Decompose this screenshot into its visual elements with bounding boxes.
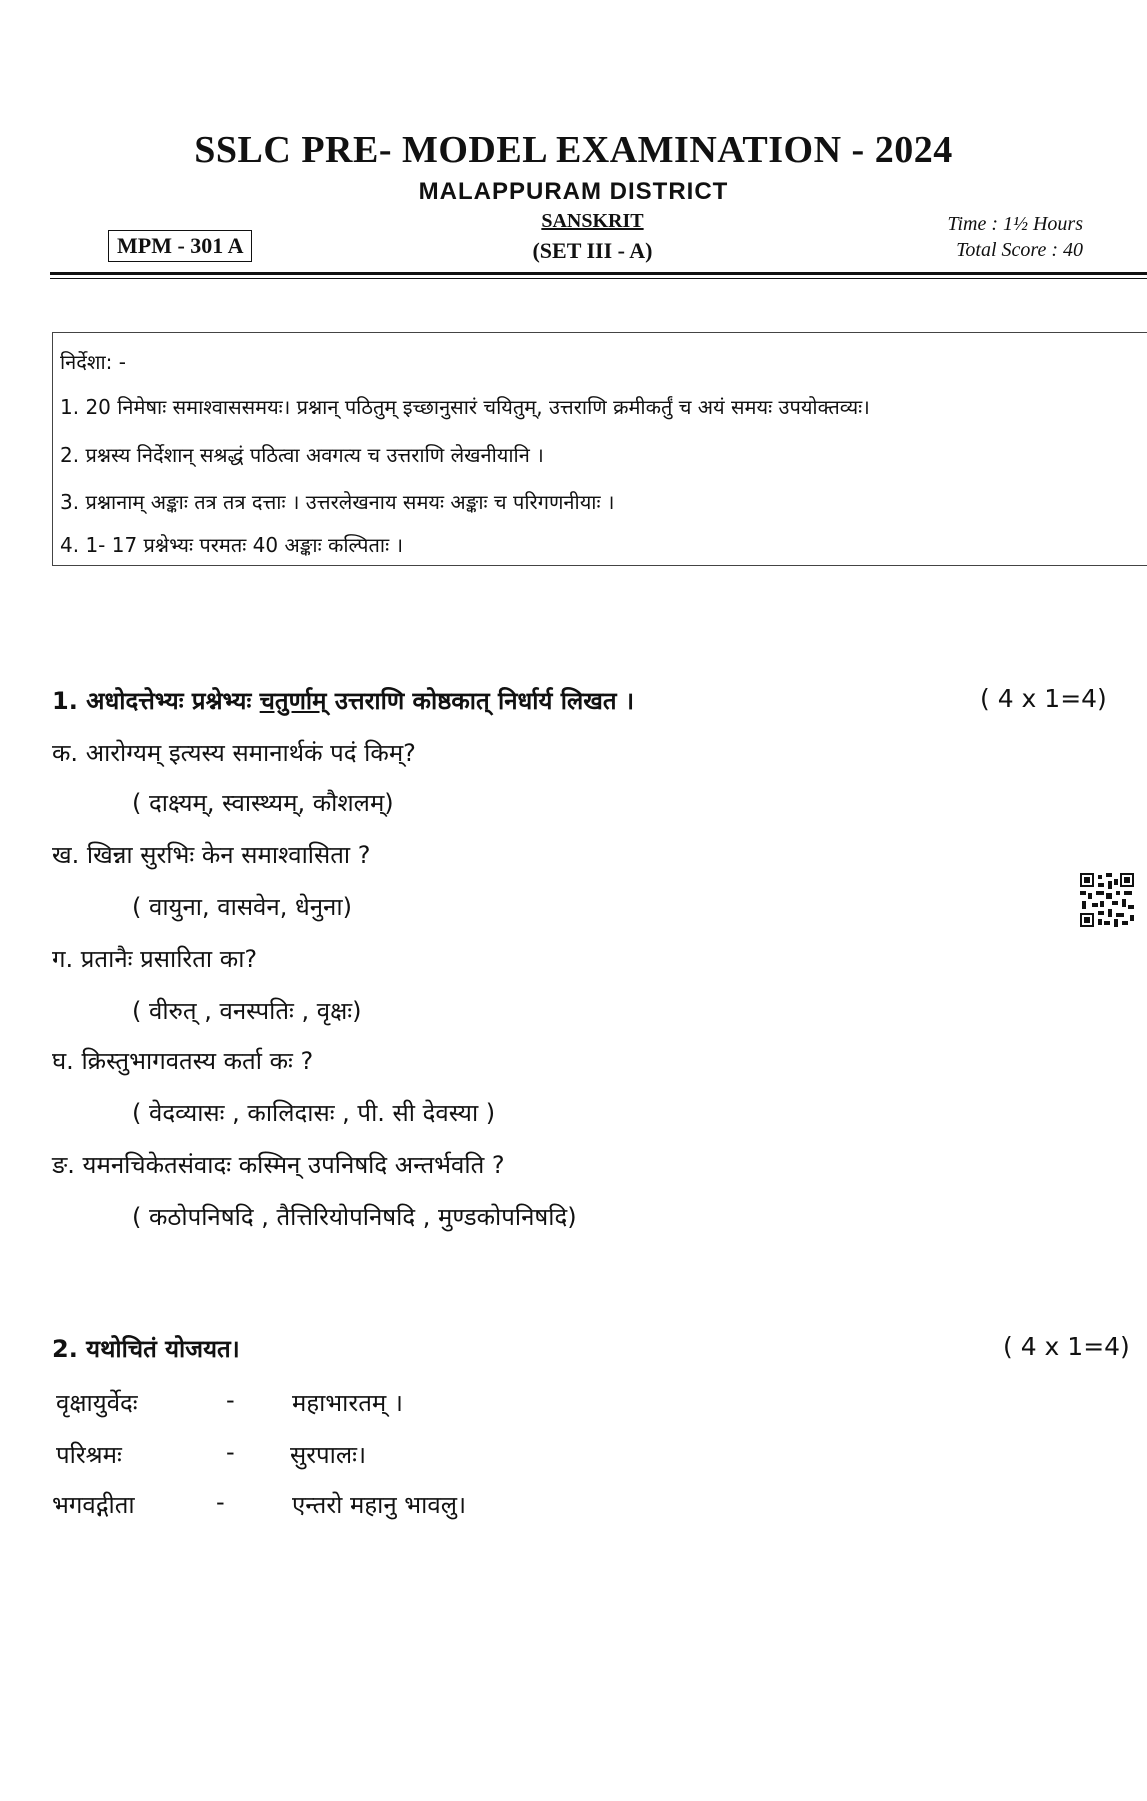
instruction-item: 3. प्रश्नानाम् अङ्काः तत्र तत्र दत्ताः । उत्तरलेखनाय समयः अङ्काः च परिगणनीयाः ।	[60, 490, 615, 514]
match-left: भगवद्गीता	[52, 1491, 135, 1519]
exam-title: SSLC PRE- MODEL EXAMINATION - 2024	[194, 129, 953, 171]
question-1-item: ग. प्रतानैः प्रसारिता का?	[52, 945, 258, 973]
district-name: MALAPPURAM DISTRICT	[418, 178, 729, 205]
question-1-underlined: चतुर्णाम्	[259, 687, 327, 715]
total-score: Total Score : 40	[956, 239, 1083, 261]
question-1-options: ( दाक्ष्यम्, स्वास्थ्यम्, कौशलम्)	[132, 789, 394, 817]
question-2-title: 2. यथोचितं योजयत।	[52, 1335, 240, 1363]
instructions-heading: निर्देशा: -	[60, 350, 126, 374]
match-dash: -	[226, 1386, 235, 1414]
match-dash: -	[216, 1488, 225, 1516]
match-dash: -	[226, 1438, 235, 1466]
instruction-item: 4. 1- 17 प्रश्नेभ्यः परमतः 40 अङ्काः कल्पिताः ।	[60, 533, 404, 557]
match-right: सुरपालः।	[290, 1441, 367, 1469]
match-right: एन्तरो महानु भावलु।	[292, 1491, 467, 1519]
question-1-options: ( वीरुत् , वनस्पतिः , वृक्षः)	[132, 997, 362, 1025]
question-1-item: घ. क्रिस्तुभागवतस्य कर्ता कः ?	[52, 1047, 314, 1075]
instruction-item: 1. 20 निमेषाः समाश्वाससमयः। प्रश्नान् पठितुम् इच्छानुसारं चयितुम्, उत्तराणि क्रमीकर्तुं च अयं समयः उपयोक्तव्यः।	[60, 395, 870, 419]
subject-name: SANSKRIT	[541, 210, 644, 232]
question-1-item: ङ. यमनचिकेतसंवादः कस्मिन् उपनिषदि अन्तर्भवति ?	[52, 1151, 505, 1179]
question-1-prefix: 1. अधोदत्तेभ्यः प्रश्नेभ्यः	[52, 687, 260, 715]
question-1-item: ख. खिन्ना सुरभिः केन समाश्वासिता ?	[52, 841, 371, 869]
question-1-options: ( वेदव्यासः , कालिदासः , पी. सी देवस्या )	[132, 1099, 496, 1127]
match-right: महाभारतम् ।	[292, 1389, 403, 1417]
set-label: (SET III - A)	[532, 238, 653, 263]
qr-code-icon	[1080, 873, 1134, 927]
paper-code: MPM - 301 A	[108, 230, 252, 262]
question-2-marks: ( 4 x 1=4)	[1003, 1332, 1130, 1361]
question-1-item: क. आरोग्यम् इत्यस्य समानार्थकं पदं किम्?	[52, 739, 416, 767]
question-1-options: ( वायुना, वासवेन, धेनुना)	[132, 893, 352, 921]
question-1-title	[52, 684, 634, 717]
question-1-marks: ( 4 x 1=4)	[980, 684, 1107, 713]
question-1-options: ( कठोपनिषदि , तैत्तिरियोपनिषदि , मुण्डकोपनिषदि)	[132, 1203, 577, 1231]
instruction-item: 2. प्रश्नस्य निर्देशान् सश्रद्धं पठित्वा अवगत्य च उत्तराणि लेखनीयानि ।	[60, 443, 544, 467]
header-rule	[50, 272, 1147, 275]
match-left: वृक्षायुर्वेदः	[56, 1389, 138, 1417]
time-allowed: Time : 1½ Hours	[947, 213, 1083, 235]
header-rule-thin	[50, 278, 1147, 279]
match-left: परिश्रमः	[56, 1441, 122, 1469]
question-1-suffix: उत्तराणि कोष्ठकात् निर्धार्य लिखत ।	[326, 687, 635, 715]
